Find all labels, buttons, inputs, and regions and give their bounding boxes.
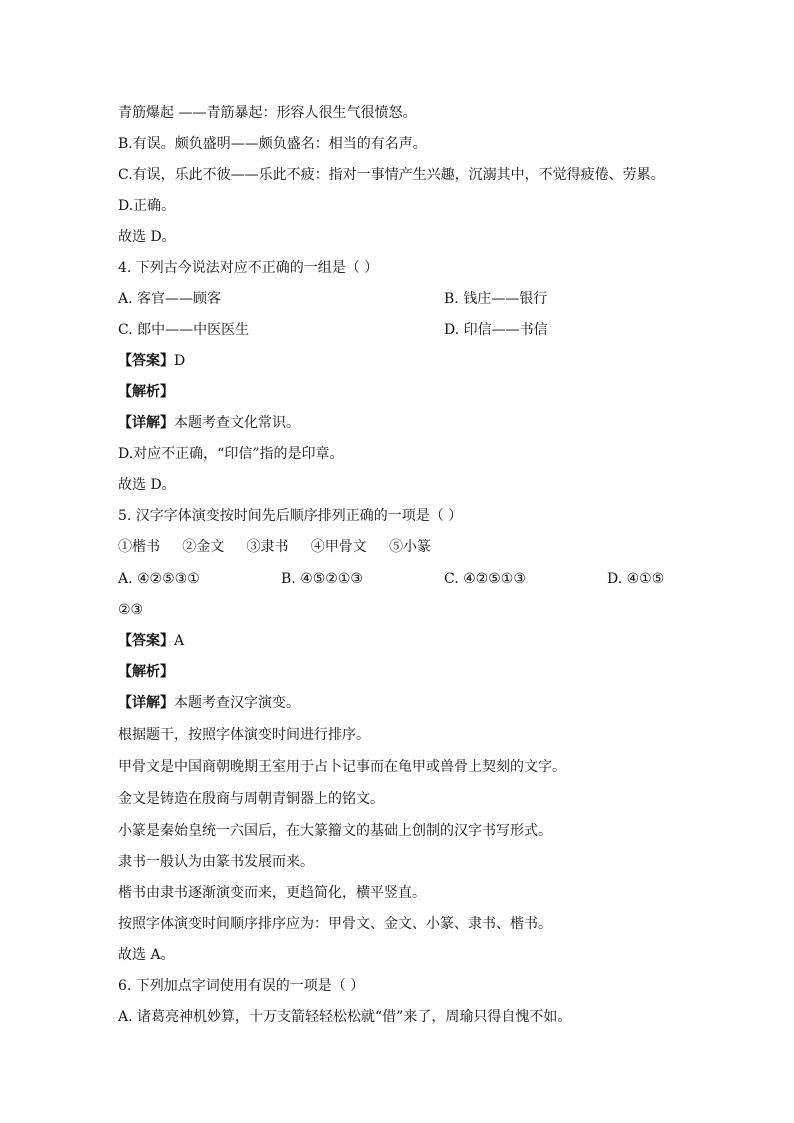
question-5-stem: 5. 汉字字体演变按时间先后顺序排列正确的一项是（ ） [118, 508, 463, 524]
text-line: 小篆是秦始皇统一六国后，在大篆籀文的基础上创制的汉字书写形式。 [118, 823, 552, 839]
q6-option-a: A. 诸葛亮神机妙算，十万支箭轻轻松松就“借”来了，周瑜只得自愧不如。 [118, 1009, 572, 1025]
q5-option-a: A. ④②⑤③① [118, 571, 200, 587]
q4-option-b: B. 钱庄——银行 [444, 291, 548, 307]
q5-option-b: B. ④⑤②①③ [281, 571, 363, 587]
text-line: 按照字体演变时间顺序排序应为：甲骨文、金文、小篆、隶书、楷书。 [118, 916, 552, 932]
text-line: 金文是铸造在殷商与周朝青铜器上的铭文。 [118, 791, 384, 807]
detail-text: 本题考查文化常识。 [174, 415, 300, 431]
text-line: B.有误。颇负盛明——颇负盛名：相当的有名声。 [118, 136, 427, 152]
q5-answer [118, 632, 184, 650]
q4-analysis-heading [118, 383, 174, 401]
q5-analysis-heading [118, 663, 174, 681]
q5-option-d: D. ④①⑤ [607, 571, 665, 587]
text-line: C.有误，乐此不彼——乐此不疲：指对一事情产生兴趣，沉溺其中，不觉得疲倦、劳累。 [118, 167, 665, 183]
q4-option-c: C. 郎中——中医医生 [118, 322, 250, 338]
analysis-tag: 【解析】 [118, 664, 174, 680]
text-line: 甲骨文是中国商朝晚期王室用于占卜记事而在龟甲或兽骨上契刻的文字。 [118, 759, 566, 775]
answer-tag: 【答案】 [118, 633, 174, 649]
text-line: 隶书一般认为由篆书发展而来。 [118, 854, 314, 870]
text-line: 楷书由隶书逐渐演变而来，更趋简化，横平竖直。 [118, 885, 426, 901]
text-line: 青筋爆起 ——青筋暴起：形容人很生气很愤怒。 [118, 105, 417, 121]
q5-detail [118, 694, 300, 712]
q4-answer [118, 352, 185, 370]
q4-detail [118, 414, 300, 432]
analysis-tag: 【解析】 [118, 384, 174, 400]
text-line: 故选 A。 [118, 947, 175, 963]
answer-value: A [174, 633, 185, 649]
text-line: D.正确。 [118, 198, 176, 214]
question-4-stem: 4. 下列古今说法对应不正确的一组是（ ） [118, 260, 379, 276]
detail-tag: 【详解】 [118, 695, 174, 711]
q4-option-d: D. 印信——书信 [444, 322, 548, 338]
answer-tag: 【答案】 [118, 353, 174, 369]
q5-option-d-wrap: ②③ [118, 602, 144, 618]
question-6-stem: 6. 下列加点字词使用有误的一项是（ ） [118, 978, 365, 994]
q5-option-c: C. ④②⑤①③ [444, 571, 526, 587]
text-line: 故选 D。 [118, 477, 176, 493]
detail-text: 本题考查汉字演变。 [174, 695, 300, 711]
detail-tag: 【详解】 [118, 415, 174, 431]
q5-items: ①楷书 ②金文 ③隶书 ④甲骨文 ⑤小篆 [118, 539, 432, 555]
text-line: 故选 D。 [118, 229, 176, 245]
text-line: D.对应不正确，“印信”指的是印章。 [118, 446, 344, 462]
q4-option-a: A. 客官——顾客 [118, 291, 222, 307]
answer-value: D [174, 353, 186, 369]
text-line: 根据题干，按照字体演变时间进行排序。 [118, 727, 370, 743]
